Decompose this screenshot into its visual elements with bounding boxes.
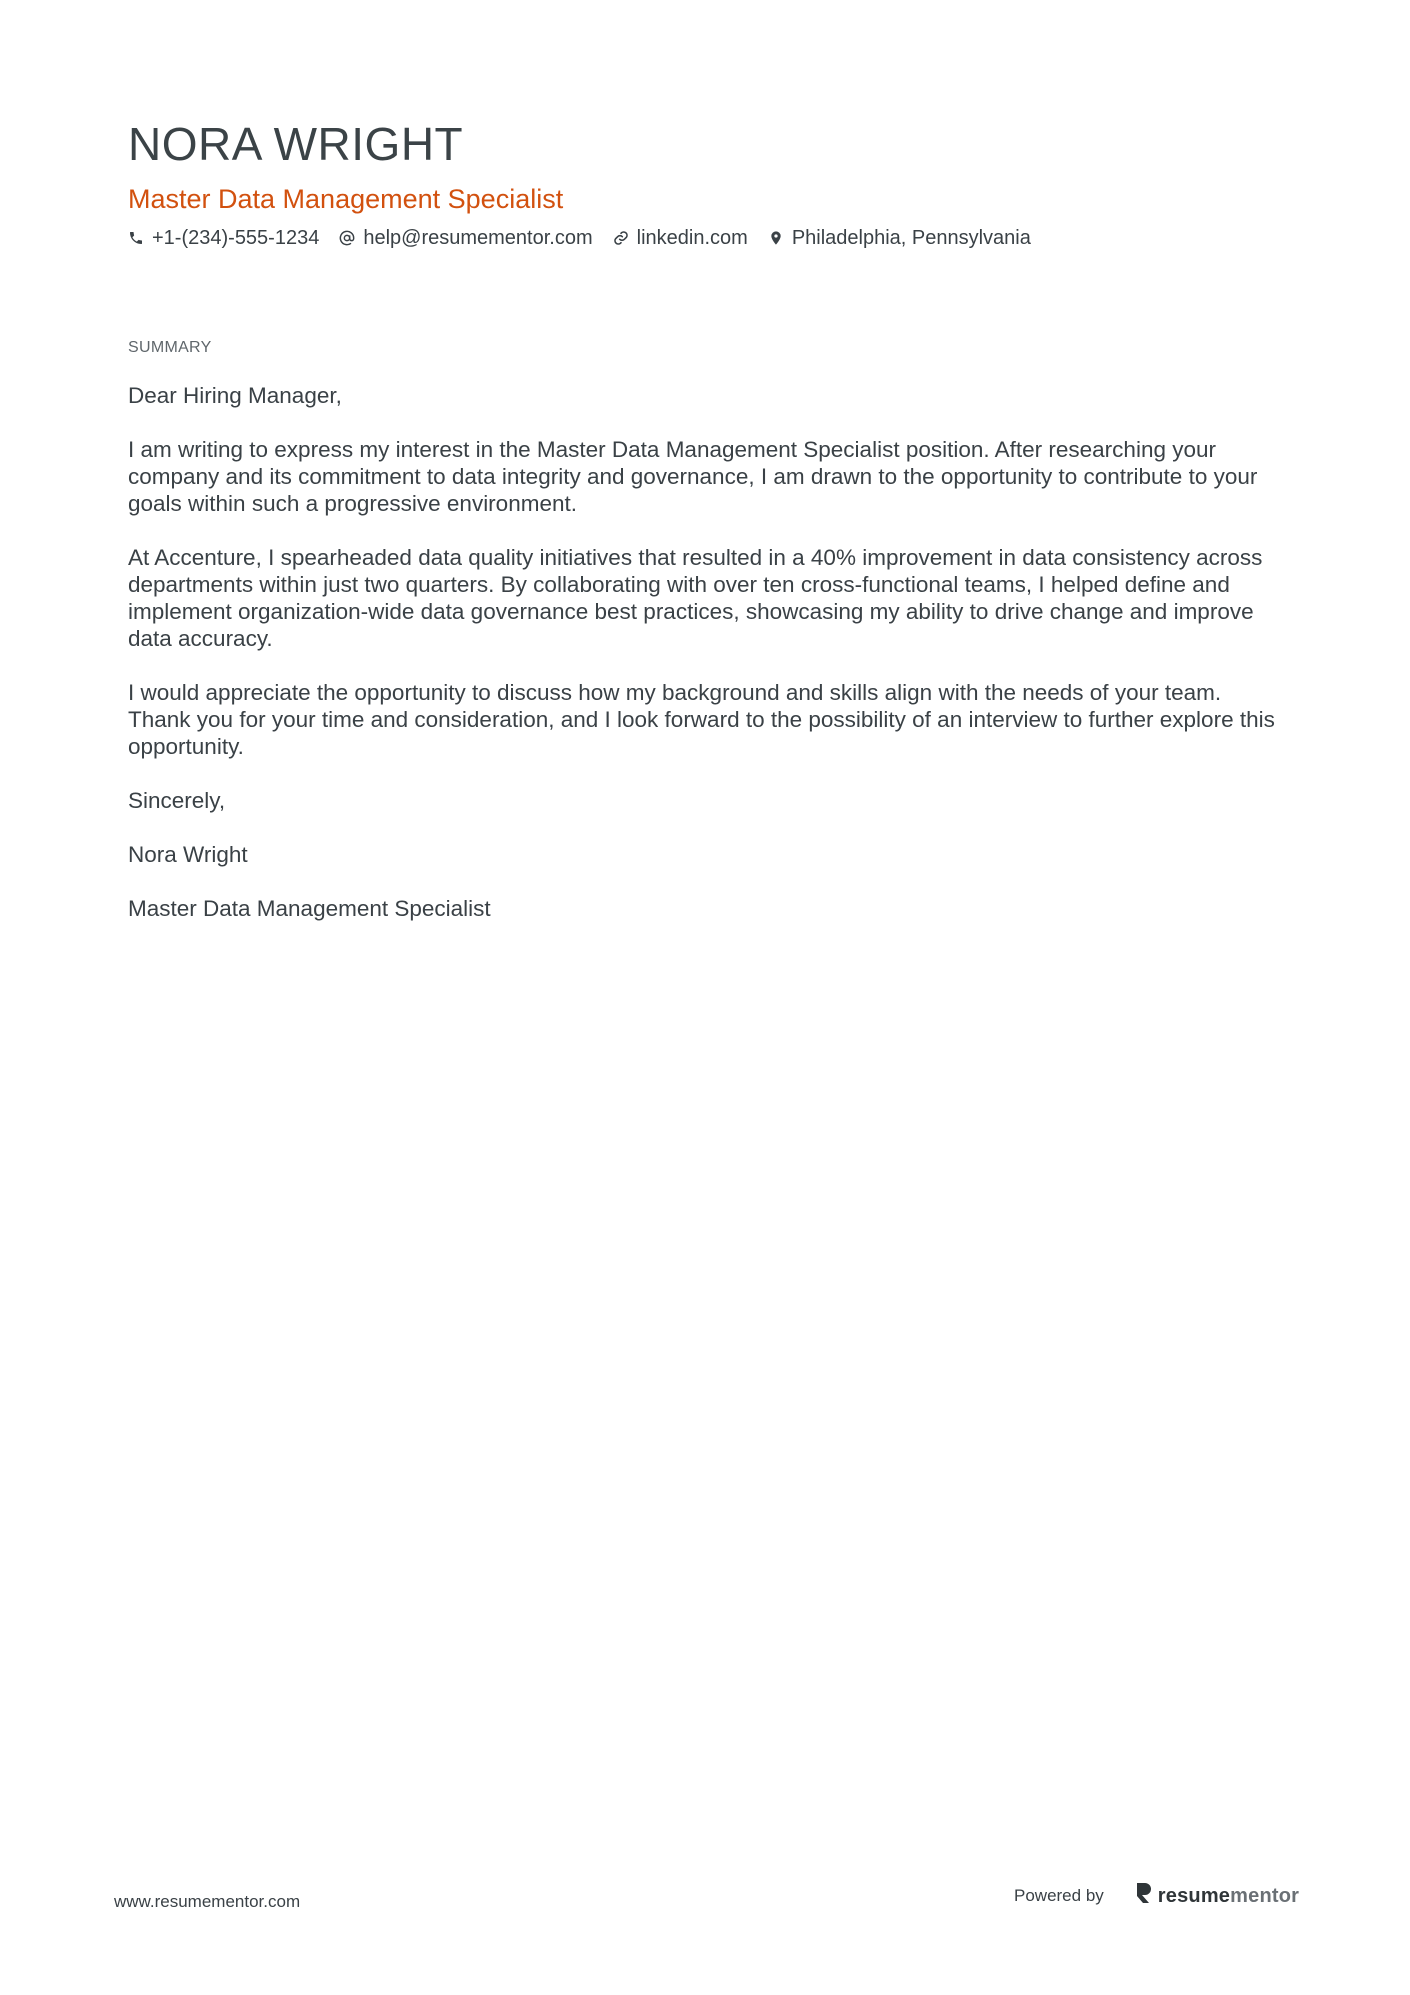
brand-name-part-1: resume (1157, 1884, 1231, 1907)
contact-email[interactable] (339, 224, 592, 252)
link-text[interactable]: linkedin.com (636, 227, 748, 249)
contact-row (128, 224, 1288, 252)
phone-text: +1-(234)-555-1234 (152, 227, 320, 249)
candidate-name: NORA WRIGHT (128, 118, 464, 170)
letter-paragraph-1: I am writing to express my interest in the Master Data Management Specialist position. After researching your company and its commitment to data integrity and governance, I am drawn to the opportunity to contribute to your goals within such a progressive environment. (128, 437, 1258, 516)
at-icon (339, 230, 355, 246)
email-text[interactable]: help@resumementor.com (363, 227, 593, 249)
brand-logo-icon (1134, 1882, 1152, 1910)
letter-paragraph-3: I would appreciate the opportunity to discuss how my background and skills align with the needs of your team. Thank you for your time and consideration, and I look forward to the possibility of an interview to further explore this opportunity. (128, 680, 1275, 759)
brand-name-part-2: mentor (1230, 1884, 1300, 1907)
location-text: Philadelphia, Pennsylvania (791, 227, 1031, 249)
phone-icon (128, 230, 144, 246)
location-pin-icon (768, 230, 784, 246)
footer-website[interactable]: www.resumementor.com (114, 1892, 301, 1911)
signature-name: Nora Wright (128, 842, 248, 867)
contact-phone (128, 224, 319, 252)
brand-logo[interactable] (1134, 1882, 1299, 1910)
letter-greeting: Dear Hiring Manager, (128, 383, 342, 408)
signature-title: Master Data Management Specialist (128, 896, 491, 921)
contact-link[interactable] (613, 224, 748, 252)
link-icon (613, 230, 629, 246)
contact-location (768, 224, 1031, 252)
header (128, 116, 1288, 252)
letter-paragraph-2: At Accenture, I spearheaded data quality initiatives that resulted in a 40% improvement in data consistency across departments within just two quarters. By collaborating with over ten cross-functional teams, I helped define and implement organization-wide data governance best practices, showcasing my ability to drive change and improve data accuracy. (128, 545, 1263, 651)
candidate-role: Master Data Management Specialist (128, 184, 564, 214)
letter-closing: Sincerely, (128, 788, 226, 813)
powered-by-label: Powered by (1014, 1886, 1104, 1905)
letter-body (128, 382, 1288, 949)
section-label-summary: SUMMARY (128, 339, 212, 356)
footer-branding (1014, 1882, 1299, 1910)
